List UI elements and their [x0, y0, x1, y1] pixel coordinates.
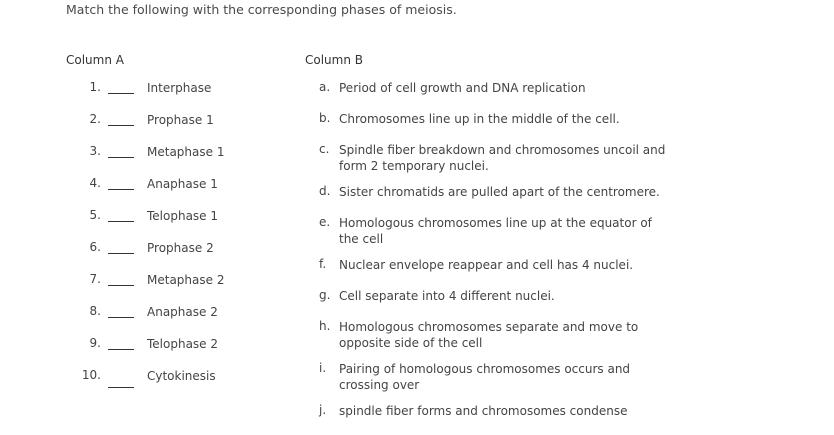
- description-text: Pairing of homologous chromosomes occurs and crossing over: [339, 362, 631, 392]
- item-letter: b.: [319, 111, 331, 125]
- description-text: spindle fiber forms and chromosomes condense: [339, 404, 628, 418]
- column-a-item: [0, 80, 300, 112]
- column-a-item: [0, 176, 300, 208]
- description-text: Cell separate into 4 different nuclei.: [339, 289, 555, 303]
- item-number: 1.: [89, 80, 101, 94]
- description-text: Nuclear envelope reappear and cell has 4 nuclei.: [339, 258, 634, 272]
- answer-blank[interactable]: [108, 124, 134, 126]
- answer-blank[interactable]: [108, 386, 134, 388]
- phase-term: Cytokinesis: [147, 369, 216, 383]
- item-letter: j.: [319, 403, 327, 417]
- column-a-item: [0, 144, 300, 176]
- column-a-item: [0, 112, 300, 144]
- description-text: Chromosomes line up in the middle of the cell.: [339, 112, 620, 126]
- column-a-item: [0, 304, 300, 336]
- column-a-heading: Column A: [66, 53, 124, 67]
- item-letter: i.: [319, 361, 327, 375]
- description-text: Homologous chromosomes line up at the equator of the cell: [339, 216, 652, 246]
- phase-term: Telophase 1: [147, 209, 219, 223]
- answer-blank[interactable]: [108, 220, 134, 222]
- column-a-item: [0, 240, 300, 272]
- description-text: Spindle fiber breakdown and chromosomes uncoil and form 2 temporary nuclei.: [339, 143, 666, 173]
- answer-blank[interactable]: [108, 188, 134, 190]
- column-a-item: [0, 208, 300, 240]
- description-text: Sister chromatids are pulled apart of the centromere.: [339, 185, 660, 199]
- phase-term: Telophase 2: [147, 337, 219, 351]
- phase-term: Prophase 1: [147, 113, 214, 127]
- column-a-item: [0, 368, 300, 400]
- item-number: 9.: [89, 336, 101, 350]
- item-number: 5.: [89, 208, 101, 222]
- item-letter: e.: [319, 215, 331, 229]
- answer-blank[interactable]: [108, 92, 134, 94]
- item-number: 6.: [89, 240, 101, 254]
- phase-term: Metaphase 1: [147, 145, 225, 159]
- item-number: 7.: [89, 272, 101, 286]
- answer-blank[interactable]: [108, 316, 134, 318]
- answer-blank[interactable]: [108, 156, 134, 158]
- item-number: 3.: [89, 144, 101, 158]
- phase-term: Anaphase 2: [147, 305, 218, 319]
- item-number: 10.: [81, 368, 101, 382]
- column-b-heading: Column B: [305, 53, 364, 67]
- phase-term: Anaphase 1: [147, 177, 218, 191]
- description-text: Period of cell growth and DNA replication: [339, 81, 586, 95]
- description-text: Homologous chromosomes separate and move to opposite side of the cell: [339, 320, 639, 350]
- instructions: Match the following with the corresponding phases of meiosis.: [66, 2, 457, 17]
- item-number: 4.: [89, 176, 101, 190]
- phase-term: Metaphase 2: [147, 273, 225, 287]
- answer-blank[interactable]: [108, 284, 134, 286]
- item-letter: a.: [319, 80, 331, 94]
- item-number: 8.: [89, 304, 101, 318]
- answer-blank[interactable]: [108, 252, 134, 254]
- phase-term: Prophase 2: [147, 241, 214, 255]
- column-a-item: [0, 336, 300, 368]
- item-letter: d.: [319, 184, 331, 198]
- answer-blank[interactable]: [108, 348, 134, 350]
- item-number: 2.: [89, 112, 101, 126]
- item-letter: h.: [319, 319, 331, 333]
- item-letter: c.: [319, 142, 330, 156]
- item-letter: f.: [319, 257, 327, 271]
- column-a-item: [0, 272, 300, 304]
- phase-term: Interphase: [147, 81, 212, 95]
- item-letter: g.: [319, 288, 331, 302]
